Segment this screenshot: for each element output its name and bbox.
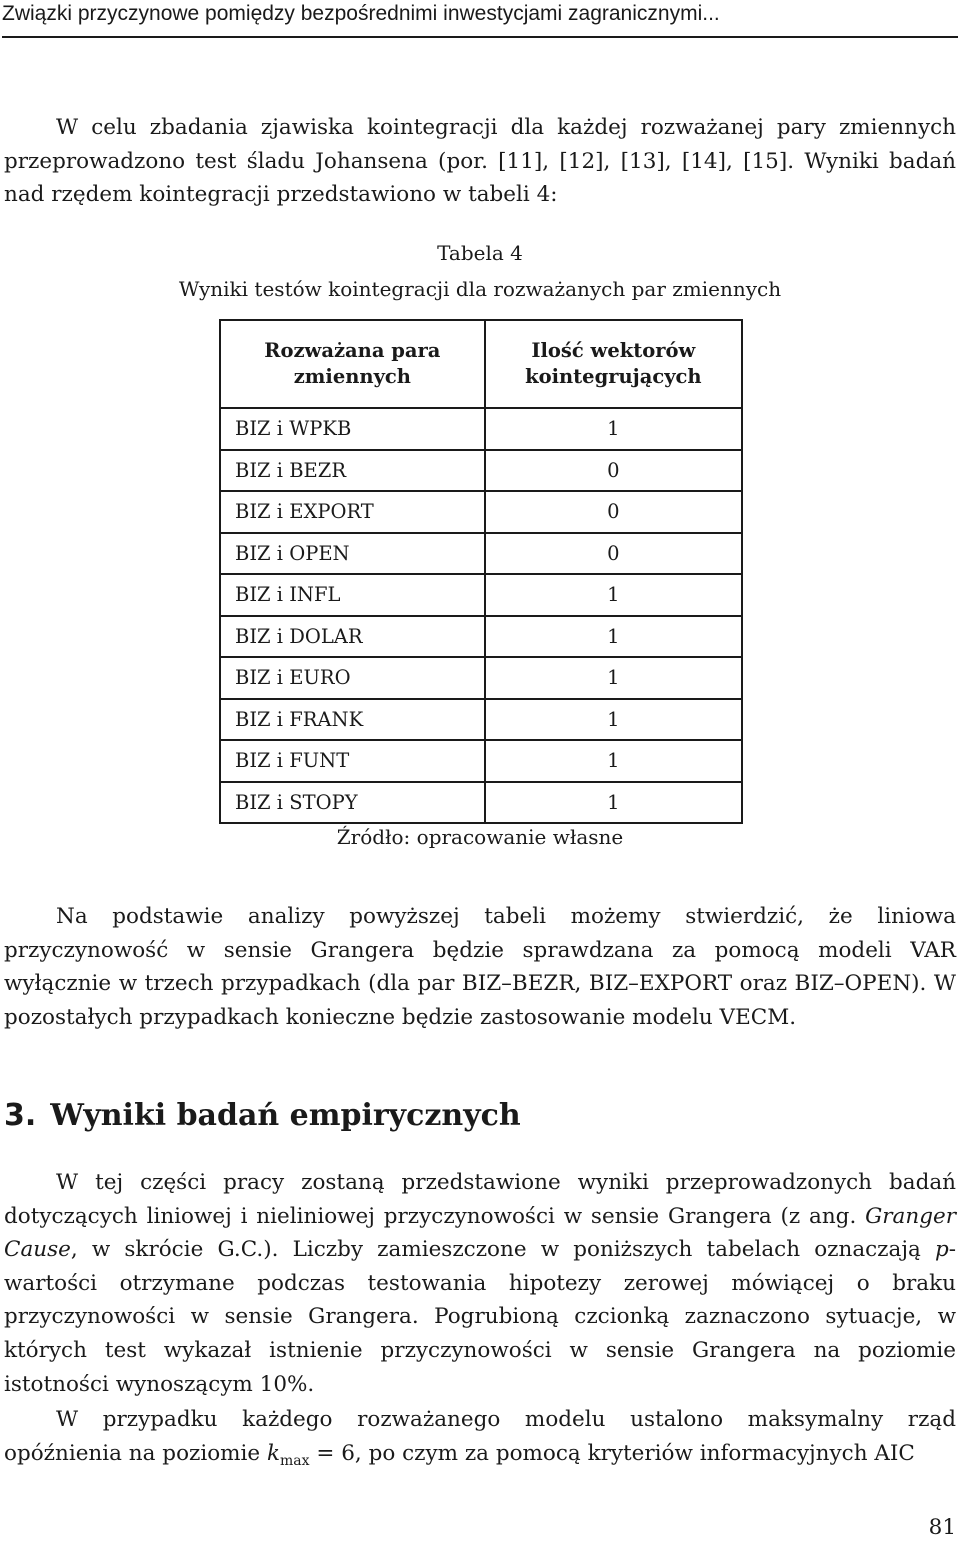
p-symbol: p — [934, 1237, 949, 1263]
section-number: 3. — [4, 1098, 37, 1133]
paragraph-text: W przypadku każdego rozważanego modelu ustalono maksymalny rząd opóźnienia na poziomie — [4, 1407, 956, 1466]
header-pair-line-1: Rozważana para — [264, 339, 441, 362]
pair-cell: BIZ i WPKB — [220, 408, 485, 450]
paragraph-text: = 6, po czym za pomocą kryteriów informacyjnych AIC — [309, 1440, 915, 1466]
table-row — [220, 699, 742, 741]
header-vectors — [485, 320, 742, 408]
header-vectors-line-2: kointegrujących — [525, 365, 702, 388]
section-title: Wyniki badań empirycznych — [50, 1098, 521, 1133]
pair-cell: BIZ i BEZR — [220, 450, 485, 492]
table-row — [220, 408, 742, 450]
pair-cell: BIZ i OPEN — [220, 533, 485, 575]
vectors-cell: 0 — [485, 533, 742, 575]
vectors-cell: 1 — [485, 657, 742, 699]
table-row — [220, 450, 742, 492]
vectors-cell: 1 — [485, 740, 742, 782]
running-head: Związki przyczynowe pomiędzy bezpośrednimi inwestycjami zagranicznymi... — [2, 2, 958, 38]
pair-cell: BIZ i INFL — [220, 574, 485, 616]
section-heading — [4, 1096, 521, 1136]
pair-cell: BIZ i DOLAR — [220, 616, 485, 658]
paragraph-text: , w skrócie G.C.). Liczby zamieszczone w poniższych tabelach oznaczają — [70, 1237, 935, 1263]
pair-cell: BIZ i EURO — [220, 657, 485, 699]
vectors-cell: 1 — [485, 616, 742, 658]
header-pair — [220, 320, 485, 408]
table-caption: Wyniki testów kointegracji dla rozważanych par zmiennych — [178, 277, 782, 301]
vectors-cell: 1 — [485, 782, 742, 824]
section-paragraph-2 — [4, 1403, 956, 1478]
table-row — [220, 574, 742, 616]
table-row — [220, 657, 742, 699]
vectors-cell: 0 — [485, 491, 742, 533]
cointegration-table — [219, 319, 743, 824]
italic-term: Granger Cause — [4, 1203, 956, 1263]
vectors-cell: 0 — [485, 450, 742, 492]
k-subscript: max — [280, 1452, 310, 1469]
pair-cell: BIZ i FUNT — [220, 740, 485, 782]
table-source-note: Źródło: opracowanie własne — [336, 825, 624, 849]
vectors-cell: 1 — [485, 408, 742, 450]
page-number: 81 — [928, 1515, 956, 1540]
analysis-paragraph: Na podstawie analizy powyższej tabeli możemy stwierdzić, że liniowa przyczynowość w sensie Grangera będzie sprawdzana za pomocą modeli VAR wyłącznie w trzech przypadkach (dla par BIZ–BEZR, BIZ–EXPORT oraz BIZ–OPEN). W pozostałych przypadkach konieczne będzie zastosowanie modelu VECM. — [4, 904, 956, 1030]
vectors-cell: 1 — [485, 574, 742, 616]
table-row — [220, 740, 742, 782]
table-header-row — [220, 320, 742, 408]
header-vectors-line-1: Ilość wektorów — [531, 339, 696, 362]
section-paragraph-1 — [4, 1166, 956, 1401]
header-pair-line-2: zmiennych — [293, 365, 411, 388]
paragraph-text: -wartości otrzymane podczas testowania hipotezy zerowej mówiącej o braku przyczynowości w sensie Grangera. Pogrubioną czcionką zaznaczono sytuacje, w których test wykazał istnienie przyczynowości w sensie Grangera na poziomie istotności wynoszącym 10%. — [4, 1237, 956, 1397]
intro-paragraph: W celu zbadania zjawiska kointegracji dla każdej rozważanej pary zmiennych przeprowadzono test śladu Johansena (por. [11], [12], [13], [14], [15]. Wyniki badań nad rzędem kointegracji przedstawiono w tabeli 4: — [4, 115, 956, 208]
k-symbol: k — [266, 1440, 281, 1466]
table-row — [220, 533, 742, 575]
table-row — [220, 616, 742, 658]
pair-cell: BIZ i FRANK — [220, 699, 485, 741]
table-row — [220, 782, 742, 824]
paragraph-text: W tej części pracy zostaną przedstawione wyniki przeprowadzonych badań dotyczących liniowej i nieliniowej przyczynowości w sensie Grangera (z ang. — [4, 1170, 956, 1229]
vectors-cell: 1 — [485, 699, 742, 741]
table-row — [220, 491, 742, 533]
table-label: Tabela 4 — [437, 241, 523, 265]
pair-cell: BIZ i STOPY — [220, 782, 485, 824]
pair-cell: BIZ i EXPORT — [220, 491, 485, 533]
